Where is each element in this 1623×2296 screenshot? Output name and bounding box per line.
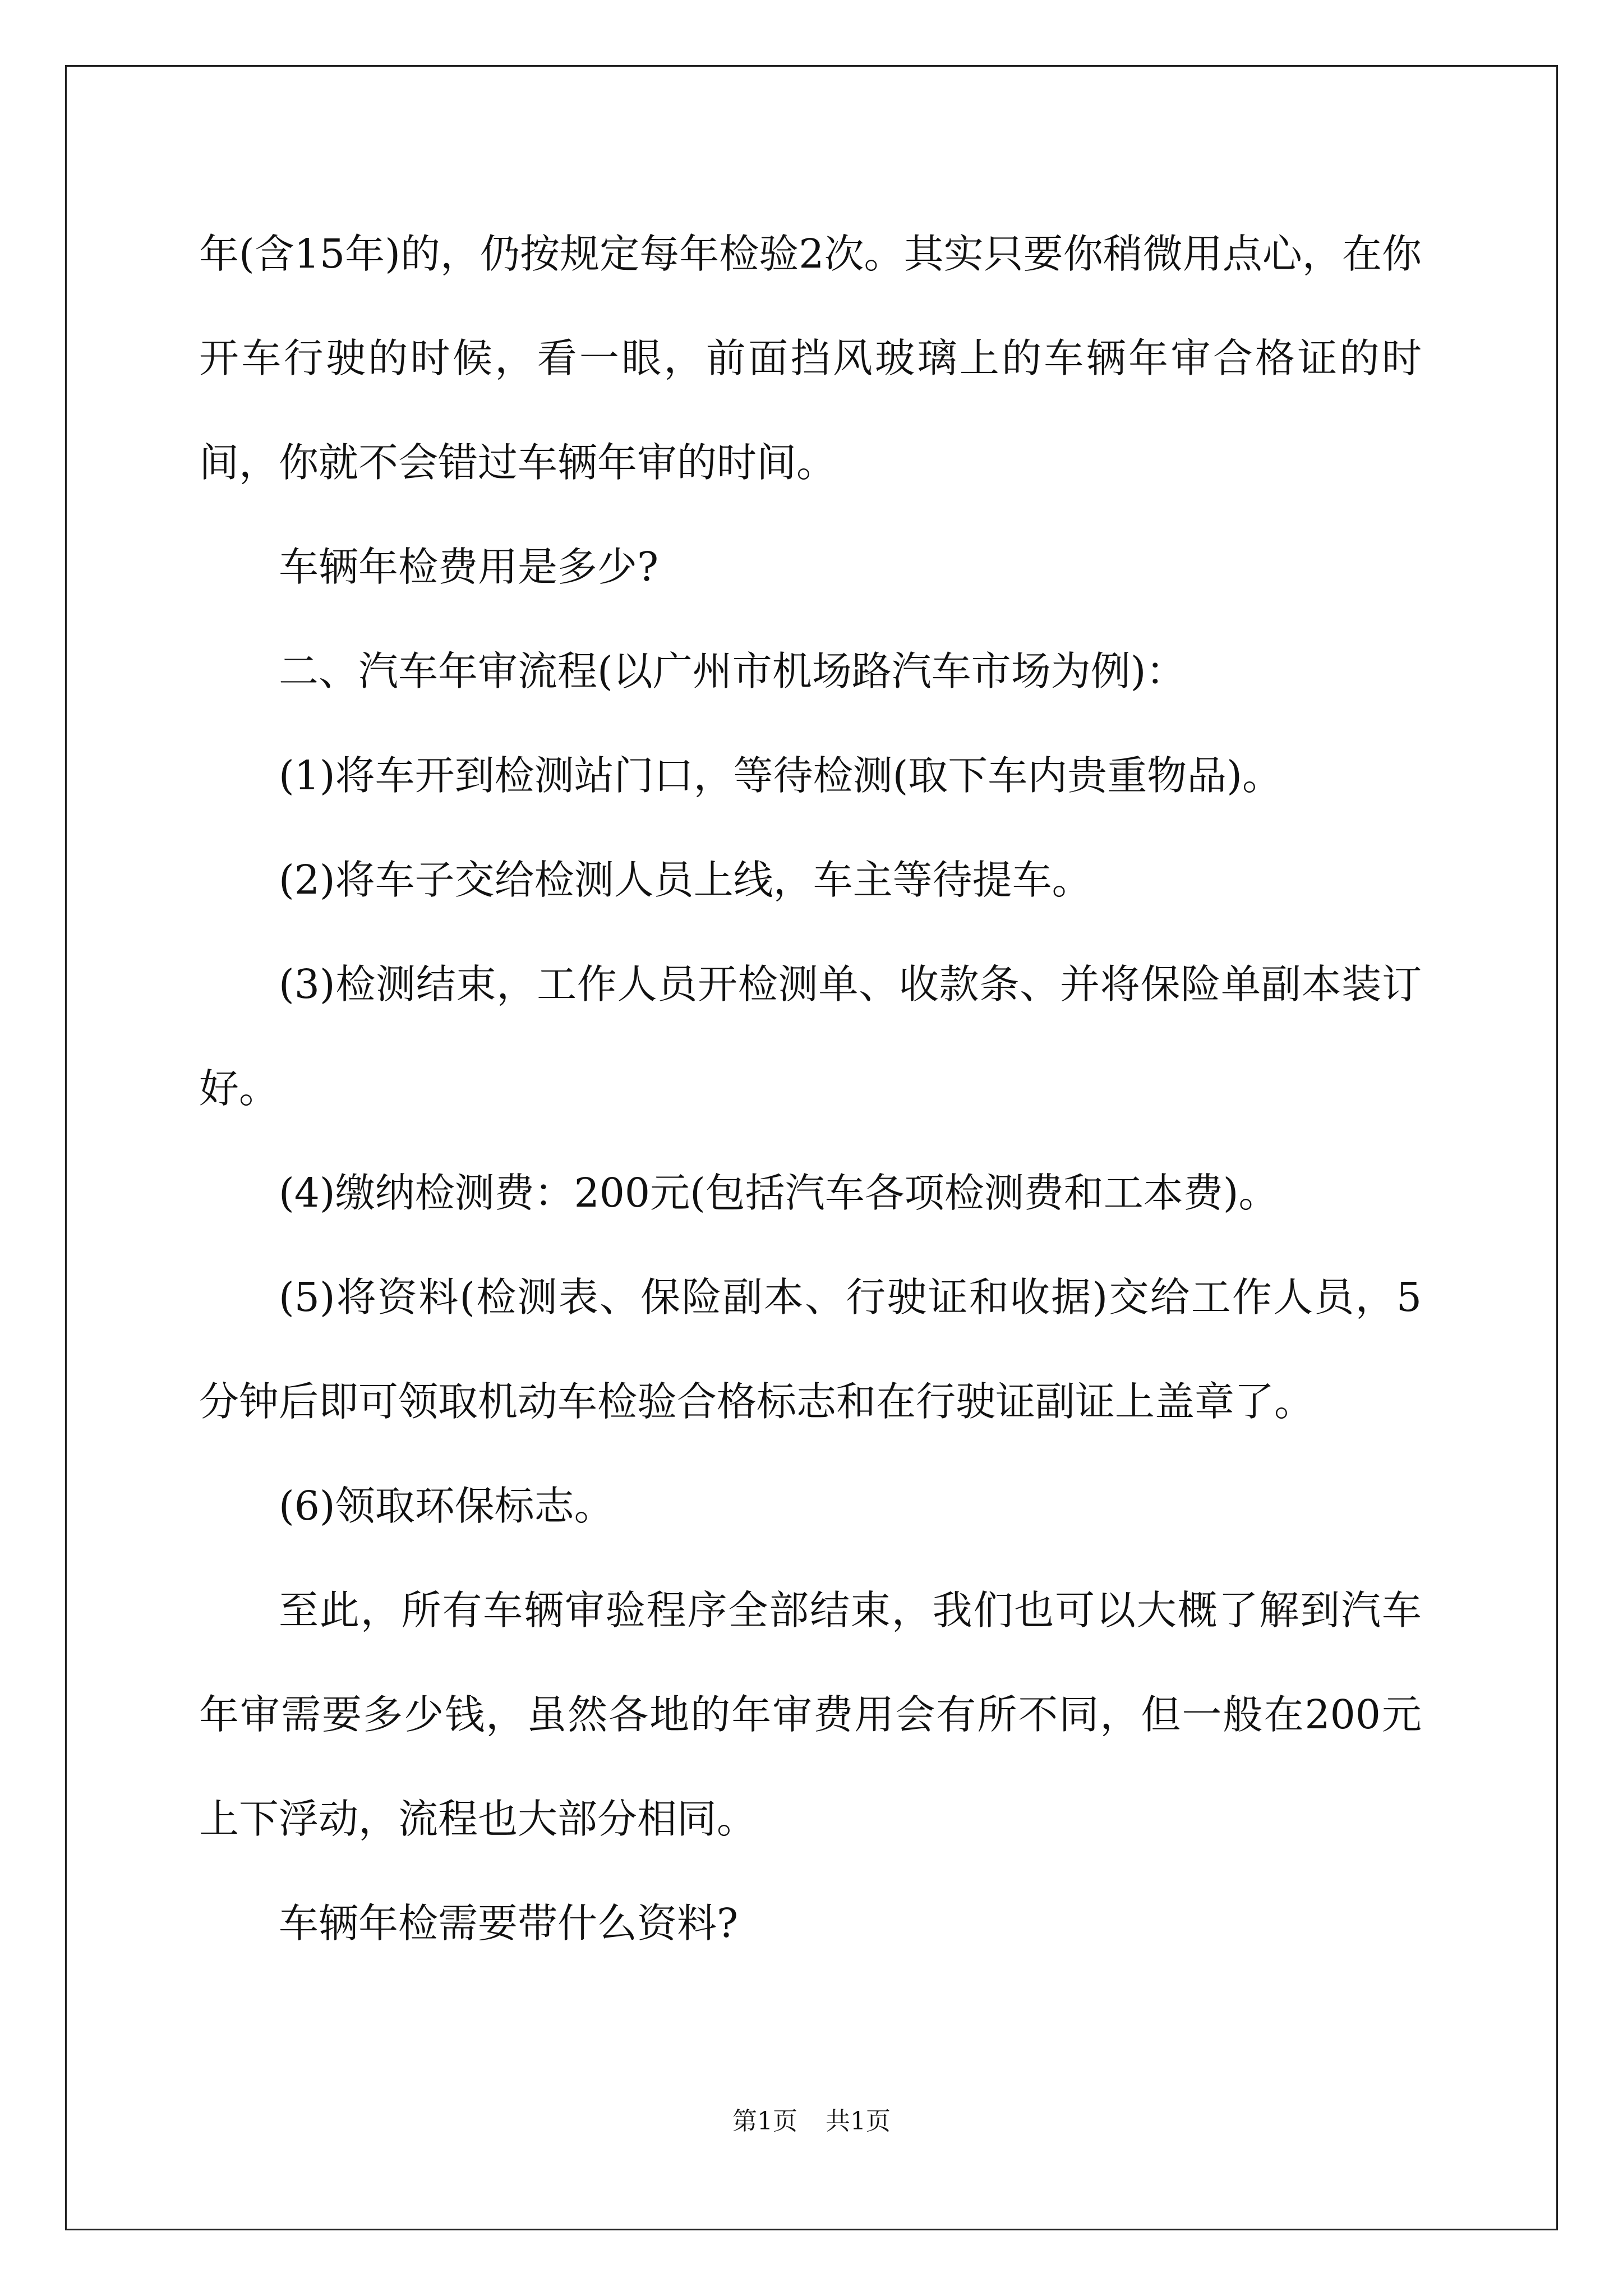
paragraph: (6)领取环保标志。 — [279, 1483, 614, 1529]
page-total: 共1页 — [826, 2107, 891, 2136]
paragraph: (2)将车子交给检测人员上线，车主等待提车。 — [279, 857, 1092, 903]
paragraph: (1)将车开到检测站门口，等待检测(取下车内贵重物品)。 — [279, 752, 1282, 799]
paragraph: 年(含15年)的，仍按规定每年检验2次。其实只要你稍微用点心，在你开车行驶的时候，看一眼，前面挡风玻璃上的车辆年审合格证的时间，你就不会错过车辆年审的时间。 — [199, 231, 1422, 486]
page-footer — [0, 2105, 1623, 2138]
paragraph: (5)将资料(检测表、保险副本、行驶证和收据)交给工作人员，5分钟后即可领取机动车检验合格标志和在行驶证副证上盖章了。 — [199, 1274, 1422, 1425]
paragraph: 至此，所有车辆审验程序全部结束，我们也可以大概了解到汽车年审需要多少钱，虽然各地的年审费用会有所不同，但一般在200元上下浮动，流程也大部分相同。 — [199, 1587, 1422, 1842]
page-number: 第1页 — [732, 2107, 797, 2136]
paragraph: 车辆年检需要带什么资料? — [279, 1900, 739, 1947]
paragraph: (3)检测结束，工作人员开检测单、收款条、并将保险单副本装订好。 — [199, 961, 1422, 1112]
document-body — [199, 202, 1422, 1976]
paragraph: 车辆年检费用是多少? — [279, 544, 659, 590]
paragraph: 二、汽车年审流程(以广州市机场路汽车市场为例)： — [279, 648, 1186, 694]
paragraph: (4)缴纳检测费：200元(包括汽车各项检测费和工本费)。 — [279, 1170, 1279, 1216]
